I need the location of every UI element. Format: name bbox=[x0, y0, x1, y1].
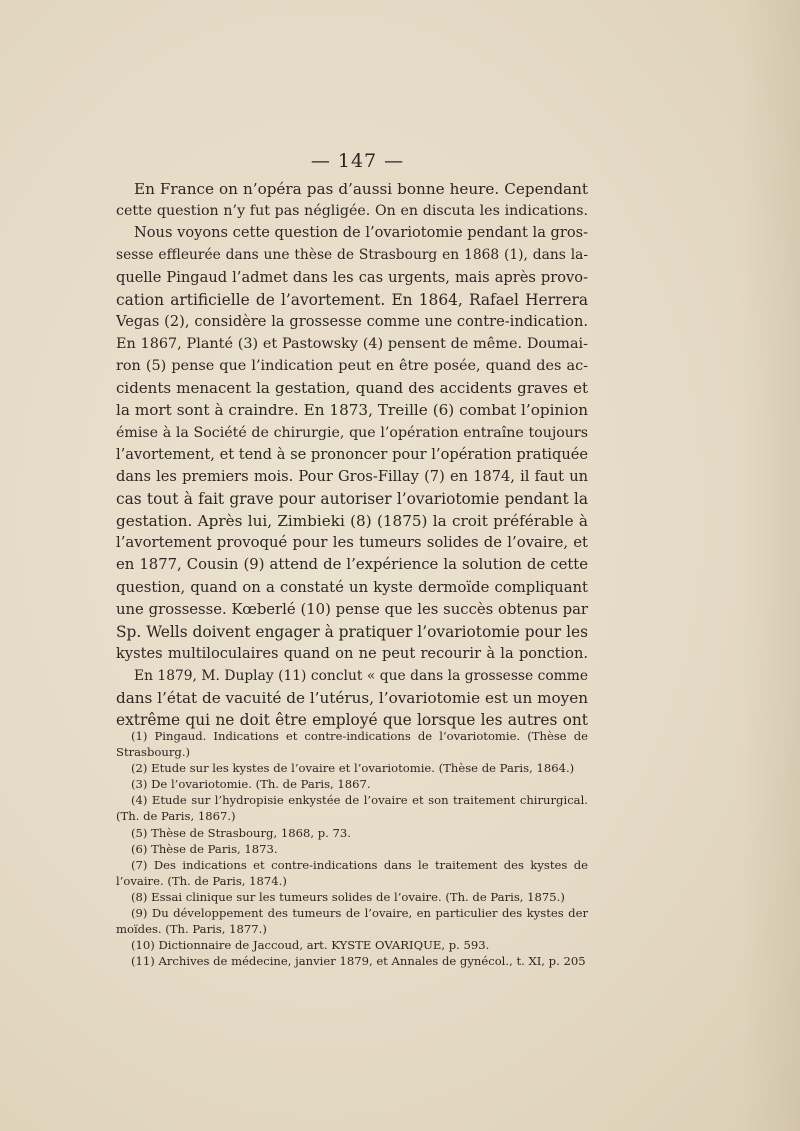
body-text bbox=[116, 178, 588, 732]
footnote-line: (3) De l’ovariotomie. (Th. de Paris, 1867. bbox=[131, 777, 371, 792]
body-line: quelle Pingaud l’admet dans les cas urgents, mais après provo- bbox=[116, 268, 588, 286]
body-line: cation artificielle de l’avortement. En 1864, Rafael Herrera bbox=[116, 290, 588, 309]
footnote-line: (8) Essai clinique sur les tumeurs solides de l’ovaire. (Th. de Paris, 1875.) bbox=[131, 889, 565, 904]
footnote-line: (2) Etude sur les kystes de l’ovaire et l’ovariotomie. (Thèse de Paris, 1864.) bbox=[131, 761, 575, 776]
footnote-line: (9) Du développement des tumeurs de l’ovaire, en particulier des kystes der bbox=[131, 906, 588, 921]
footnote-line: moïdes. (Th. Paris, 1877.) bbox=[116, 922, 267, 937]
page-fold-shadow bbox=[740, 0, 800, 1131]
body-line: l’avortement provoqué pour les tumeurs solides de l’ovaire, et bbox=[116, 534, 588, 552]
footnote-line: (6) Thèse de Paris, 1873. bbox=[131, 841, 278, 856]
body-line: extrême qui ne doit être employé que lorsque les autres ont bbox=[116, 711, 588, 730]
page-number: — 147 — bbox=[310, 150, 405, 172]
body-line: cas tout à fait grave pour autoriser l’ovariotomie pendant la bbox=[116, 489, 588, 508]
footnote-line: (10) Dictionnaire de Jaccoud, art. KYSTE OVARIQUE, p. 593. bbox=[131, 938, 490, 953]
body-line: cette question n’y fut pas négligée. On en discuta les indications. bbox=[116, 203, 588, 220]
footnote-line: Strasbourg.) bbox=[116, 745, 191, 760]
body-line: En 1867, Planté (3) et Pastowsky (4) pensent de même. Doumai- bbox=[116, 335, 588, 352]
footnote-line: (7) Des indications et contre-indications dans le traitement des kystes de bbox=[131, 857, 588, 872]
body-line: la mort sont à craindre. En 1873, Treille (6) combat l’opinion bbox=[116, 401, 588, 420]
footnote-line: (11) Archives de médecine, janvier 1879, et Annales de gynécol., t. XI, p. 205 bbox=[131, 954, 586, 969]
footnote-line: (5) Thèse de Strasbourg, 1868, p. 73. bbox=[131, 825, 351, 840]
body-line: gestation. Après lui, Zimbieki (8) (1875) la croit préférable à bbox=[116, 512, 588, 531]
body-line: une grossesse. Kœberlé (10) pense que les succès obtenus par bbox=[116, 600, 588, 618]
body-line: cidents menacent la gestation, quand des accidents graves et bbox=[116, 379, 588, 398]
body-line: en 1877, Cousin (9) attend de l’expérience la solution de cette bbox=[116, 556, 588, 574]
body-line: ron (5) pense que l’indication peut en être posée, quand des ac- bbox=[116, 358, 588, 375]
footnotes bbox=[116, 728, 588, 969]
body-line: Vegas (2), considère la grossesse comme une contre-indication. bbox=[116, 312, 588, 330]
body-line: dans l’état de vacuité de l’utérus, l’ovariotomie est un moyen bbox=[116, 689, 588, 708]
body-line: En 1879, M. Duplay (11) conclut « que dans la grossesse comme bbox=[134, 668, 588, 685]
body-line: Sp. Wells doivent engager à pratiquer l’ovariotomie pour les bbox=[116, 622, 588, 641]
footnote-line: (1) Pingaud. Indications et contre-indications de l’ovariotomie. (Thèse de bbox=[131, 729, 588, 743]
body-line: question, quand on a constaté un kyste dermoïde compliquant bbox=[116, 578, 588, 596]
footnote-line: (Th. de Paris, 1867.) bbox=[116, 809, 236, 824]
body-line: En France on n’opéra pas d’aussi bonne heure. Cependant bbox=[134, 180, 588, 198]
body-line: l’avortement, et tend à se prononcer pour l’opération pratiquée bbox=[116, 445, 588, 463]
footnote-line: l’ovaire. (Th. de Paris, 1874.) bbox=[116, 873, 287, 888]
body-line: kystes multiloculaires quand on ne peut recourir à la ponction. bbox=[116, 644, 588, 662]
body-line: Nous voyons cette question de l’ovariotomie pendant la gros- bbox=[134, 224, 589, 242]
body-line: sesse effleurée dans une thèse de Strasbourg en 1868 (1), dans la- bbox=[116, 247, 588, 264]
footnote-line: (4) Etude sur l’hydropisie enkystée de l’ovaire et son traitement chirurgical. bbox=[131, 793, 588, 808]
body-line: émise à la Société de chirurgie, que l’opération entraîne toujours bbox=[116, 424, 588, 441]
body-line: dans les premiers mois. Pour Gros-Fillay (7) en 1874, il faut un bbox=[116, 467, 588, 485]
